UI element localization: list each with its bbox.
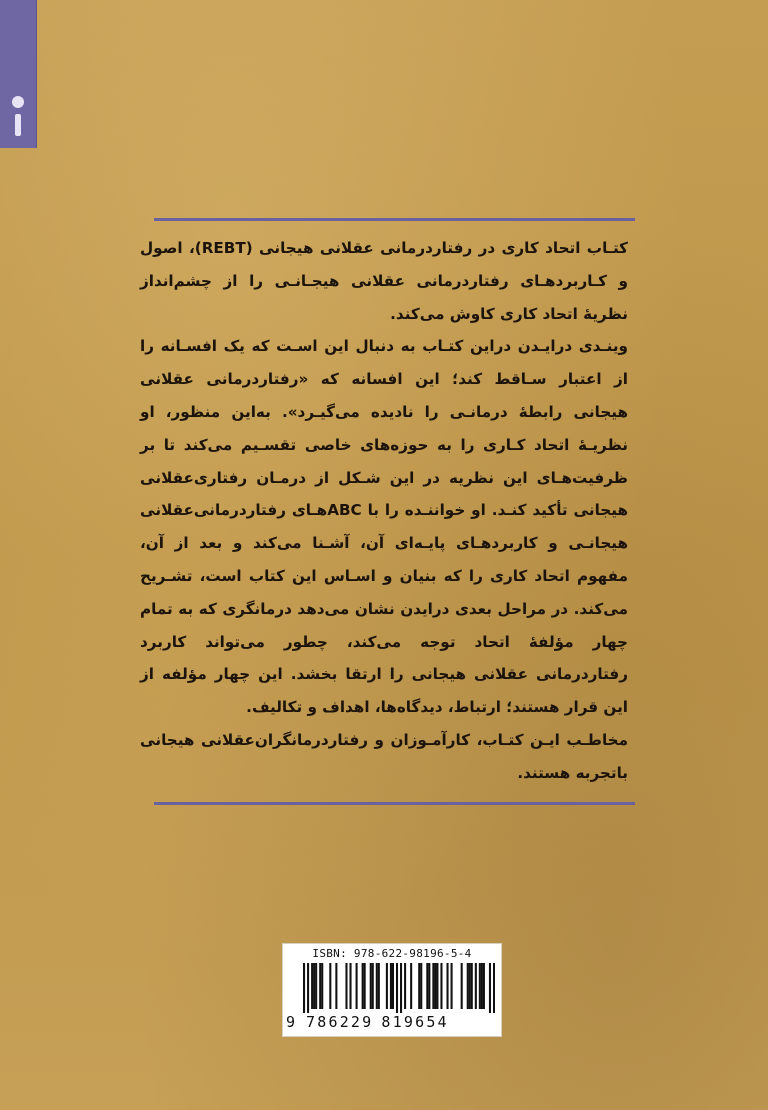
barcode-bar	[329, 963, 331, 1009]
publisher-logo-dot	[12, 96, 24, 108]
barcode-bar	[356, 963, 358, 1009]
barcode-bar	[418, 963, 420, 1009]
blurb-paragraph-1: کتـاب اتحاد کاری در رفتاردرمانی عقلانی هیجانی (REBT)، اصول و کـاربردهـای رفتاردرمانی عقلانی هیجـانـی را از چشم‌انداز نظریهٔ اتحاد کاری کاوش می‌کند.	[140, 239, 628, 323]
barcode-bar	[469, 963, 471, 1009]
barcode-bar	[475, 963, 477, 1009]
barcode-bar	[451, 963, 453, 1009]
barcode-bar	[467, 963, 469, 1009]
barcode-bar	[493, 963, 495, 1013]
top-divider	[154, 218, 635, 221]
barcode-bar	[378, 963, 380, 1009]
barcode-bar	[434, 963, 436, 1009]
barcode-digit-group-2: 819654	[381, 1013, 449, 1031]
barcode-bar	[349, 963, 351, 1009]
blurb-paragraph-3: مخاطـب ایـن کتـاب، کارآمـوزان و رفتاردرمانگران‌عقلانی هیجانی باتجربه هستند.	[140, 730, 628, 782]
barcode-bar	[372, 963, 374, 1009]
barcode-bar	[432, 963, 434, 1009]
barcode-bar	[436, 963, 438, 1009]
barcode-lead-digit: 9	[286, 1013, 296, 1031]
publisher-logo-bar	[15, 114, 21, 136]
barcode-bar	[446, 963, 448, 1009]
isbn-label: ISBN: 978-622-98196-5-4	[312, 947, 472, 960]
back-cover-blurb	[140, 232, 628, 790]
barcode-bar	[390, 963, 392, 1009]
blurb-paragraph-2: وینـدی درایـدن دراین کتـاب به دنبال این اسـت که یک افسـانه را از اعتبار سـاقط کند؛ این افسانه که «رفتاردرمانی عقلانی هیجانی رابطهٔ درمانـی را نادیده می‌گیـرد». به‌این منظور، او نظریـهٔ اتحاد کـاری را به حوزه‌های خاصی تقسـیم می‌کند تا بر ظرفیت‌هـای این نظریه در این شـکل از درمـان رفتاری‌عقلانی هیجانی تأکید کنـد. او خواننـده را با ABCهـای رفتاردرمانی‌عقلانی هیجانـی و کاربردهـای پایـه‌ای آن، آشـنا می‌کند و بعد از آن، مفهوم اتحاد کاری را که بنیان و اسـاس این کتاب است، تشـریح می‌کند. در مراحل بعدی درایدن نشان می‌دهد درمانگری که به تمام چهار مؤلفهٔ اتحاد توجه می‌کند، چطور می‌تواند کاربرد رفتاردرمانی عقلانی هیجانی را ارتقا بخشد. این چهار مؤلفه از این قرار هستند؛ ارتباط، دیدگاه‌ها، اهداف و تکالیف.	[140, 337, 628, 717]
barcode-bar	[461, 963, 463, 1009]
barcode-bar	[362, 963, 364, 1009]
barcode-bar	[404, 963, 406, 1009]
publisher-logo-icon	[9, 96, 27, 136]
barcode-bar	[479, 963, 481, 1009]
barcode-bar	[440, 963, 442, 1009]
barcode-bar	[335, 963, 337, 1009]
barcode-digit-group-1: 786229	[306, 1013, 374, 1031]
barcode-bar	[426, 963, 428, 1009]
barcode-bar	[481, 963, 483, 1009]
isbn-barcode	[282, 943, 502, 1037]
barcode-bar	[319, 963, 321, 1009]
barcode-bar	[471, 963, 473, 1009]
barcode-bar	[396, 963, 398, 1013]
barcode-bar	[400, 963, 402, 1013]
barcode-bar	[313, 963, 315, 1009]
barcode-bar	[345, 963, 347, 1009]
barcode-bar	[315, 963, 317, 1009]
barcode-bar	[370, 963, 372, 1009]
bottom-divider	[154, 802, 635, 805]
barcode-bar	[303, 963, 305, 1013]
barcode-bar	[410, 963, 412, 1009]
barcode-digits	[286, 1013, 498, 1031]
barcode-bar	[321, 963, 323, 1009]
barcode-bar	[386, 963, 388, 1009]
barcode-bar	[428, 963, 430, 1009]
barcode-bar	[307, 963, 309, 1013]
spine-color-tab	[0, 0, 37, 148]
barcode-bar	[311, 963, 313, 1009]
barcode-bar	[489, 963, 491, 1013]
barcode-bar	[376, 963, 378, 1009]
barcode-bar	[483, 963, 485, 1009]
barcode-bar	[364, 963, 366, 1009]
barcode-bars-icon	[303, 963, 495, 1013]
barcode-bar	[420, 963, 422, 1009]
barcode-bar	[392, 963, 394, 1009]
